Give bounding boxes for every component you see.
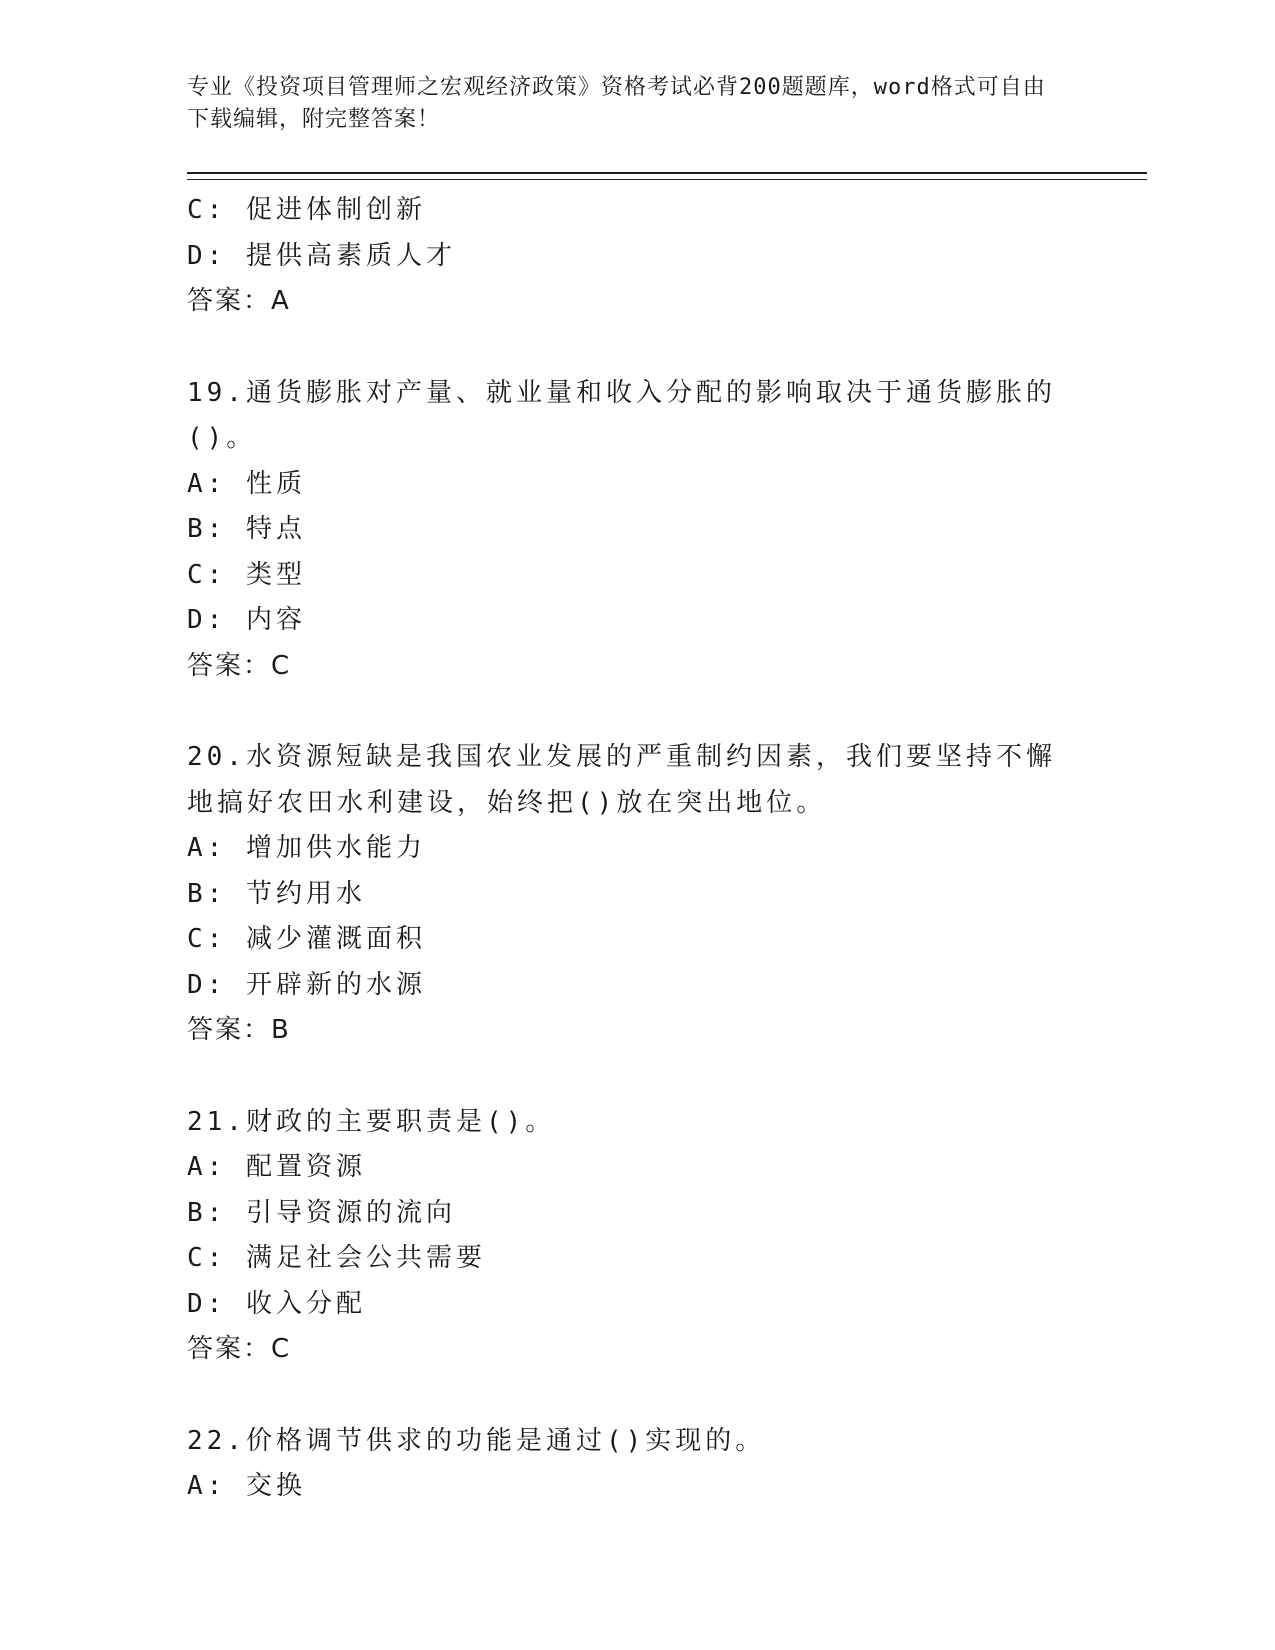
option-key: C: bbox=[187, 559, 227, 590]
option-line bbox=[187, 872, 1147, 918]
option-text: 收入分配 bbox=[245, 1288, 366, 1319]
option-text: 增加供水能力 bbox=[245, 833, 426, 863]
question-20 bbox=[187, 735, 1147, 1054]
document-content bbox=[187, 188, 1147, 1510]
option-key: C: bbox=[187, 924, 227, 954]
option-line bbox=[187, 507, 1147, 553]
option-key: D: bbox=[187, 969, 227, 1000]
document-header-note: 专业《投资项目管理师之宏观经济政策》资格考试必背200题题库，word格式可自由下载编辑，附完整答案！ bbox=[187, 75, 1046, 132]
option-line bbox=[187, 553, 1147, 599]
option-line bbox=[187, 1464, 1147, 1510]
option-key: D: bbox=[187, 605, 227, 635]
option-line bbox=[187, 462, 1147, 508]
option-key: B: bbox=[187, 514, 227, 544]
question-22 bbox=[187, 1419, 1147, 1510]
option-key: C: bbox=[187, 1243, 227, 1273]
question-19 bbox=[187, 371, 1147, 690]
option-line bbox=[187, 917, 1147, 963]
question-stem: 19.通货膨胀对产量、就业量和收入分配的影响取决于通货膨胀的()。 bbox=[187, 377, 1056, 453]
option-line bbox=[187, 826, 1147, 872]
answer-line: 答案：B bbox=[187, 1015, 291, 1045]
option-line bbox=[187, 1191, 1147, 1237]
question-stem: 21.财政的主要职责是()。 bbox=[187, 1106, 556, 1137]
option-text: 内容 bbox=[245, 605, 306, 635]
option-key: A: bbox=[187, 833, 227, 863]
option-key: B: bbox=[187, 1197, 227, 1228]
question-21 bbox=[187, 1100, 1147, 1373]
answer-line: 答案：A bbox=[187, 286, 291, 316]
option-text: 促进体制创新 bbox=[245, 195, 426, 225]
option-key: D: bbox=[187, 240, 227, 271]
option-text: 性质 bbox=[245, 468, 306, 499]
option-line bbox=[187, 1145, 1147, 1191]
option-text: 节约用水 bbox=[245, 878, 366, 909]
option-key: C: bbox=[187, 195, 227, 225]
option-key: A: bbox=[187, 468, 227, 499]
header-divider bbox=[187, 172, 1147, 180]
option-text: 交换 bbox=[245, 1471, 306, 1501]
question-stem: 20.水资源短缺是我国农业发展的严重制约因素，我们要坚持不懈地搞好农田水利建设，始终把()放在突出地位。 bbox=[187, 742, 1056, 818]
option-line bbox=[187, 1236, 1147, 1282]
option-text: 开辟新的水源 bbox=[245, 969, 426, 1000]
option-line bbox=[187, 598, 1147, 644]
leading-question-tail bbox=[187, 188, 1147, 325]
question-stem: 22.价格调节供求的功能是通过()实现的。 bbox=[187, 1425, 766, 1456]
option-text: 满足社会公共需要 bbox=[245, 1243, 486, 1273]
option-text: 提供高素质人才 bbox=[245, 240, 456, 271]
answer-line: 答案：C bbox=[187, 1334, 292, 1364]
document-page bbox=[187, 72, 1147, 1510]
option-text: 配置资源 bbox=[245, 1152, 366, 1182]
option-line bbox=[187, 963, 1147, 1009]
option-key: A: bbox=[187, 1471, 227, 1501]
option-text: 类型 bbox=[245, 559, 306, 590]
option-text: 引导资源的流向 bbox=[245, 1197, 456, 1228]
option-key: B: bbox=[187, 878, 227, 909]
option-line bbox=[187, 188, 1147, 234]
answer-line: 答案：C bbox=[187, 650, 292, 681]
option-line bbox=[187, 234, 1147, 280]
option-key: D: bbox=[187, 1288, 227, 1319]
option-text: 特点 bbox=[245, 514, 306, 544]
option-key: A: bbox=[187, 1152, 227, 1182]
option-line bbox=[187, 1282, 1147, 1328]
option-text: 减少灌溉面积 bbox=[245, 924, 426, 954]
